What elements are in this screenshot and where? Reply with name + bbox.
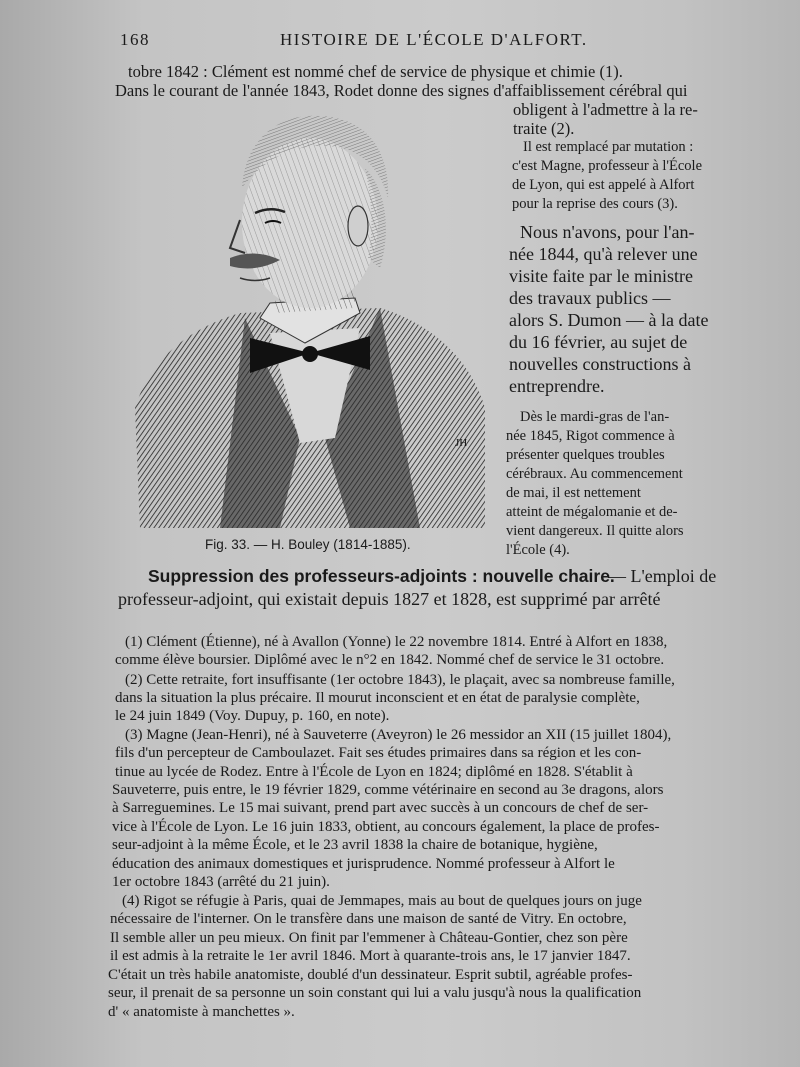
paragraph-line: entreprendre. [509, 376, 605, 396]
footnote-line: d' « anatomiste à manchettes ». [108, 1004, 295, 1020]
footnote-line: (4) Rigot se réfugie à Paris, quai de Jemmapes, mais au bout de quelques jours on juge [122, 893, 642, 909]
paragraph-line: l'École (4). [506, 542, 570, 558]
intro-line: tobre 1842 : Clément est nommé chef de service de physique et chimie (1). [128, 62, 623, 81]
footnote-line: seur-adjoint à la même École, et le 23 avril 1838 la chaire de botanique, hygiène, [112, 837, 598, 853]
footnote-line: (3) Magne (Jean-Henri), né à Sauveterre (Aveyron) le 26 messidor an XII (15 juillet 1804), [125, 727, 672, 743]
section-line: professeur-adjoint, qui existait depuis 1827 et 1828, est supprimé par arrêté [118, 589, 661, 609]
intro-line: traite (2). [513, 119, 575, 138]
figure-caption: Fig. 33. — H. Bouley (1814-1885). [205, 537, 411, 552]
page-number: 168 [120, 30, 150, 49]
paragraph-line: présenter quelques troubles [506, 447, 665, 463]
paragraph-line: du 16 février, au sujet de [509, 332, 688, 352]
intro-line: Il est remplacé par mutation : [523, 139, 694, 155]
paragraph-line: Nous n'avons, pour l'an- [520, 222, 695, 242]
footnote-line: comme élève boursier. Diplômé avec le n°2 en 1842. Nommé chef de service le 31 octobre. [115, 652, 665, 668]
intro-line: c'est Magne, professeur à l'École [512, 158, 703, 174]
intro-line: obligent à l'admettre à la re- [513, 100, 698, 119]
footnote-line: il est admis à la retraite le 1er avril 1846. Mort à quarante-trois ans, le 17 janvier 1847. [110, 948, 631, 964]
footnote-line: C'était un très habile anatomiste, doublé d'un dessinateur. Esprit subtil, agréable profes- [108, 967, 633, 983]
paragraph-line: visite faite par le ministre [509, 266, 693, 286]
paragraph-line: née 1845, Rigot commence à [506, 428, 675, 444]
paragraph-line: cérébraux. Au commencement [506, 466, 683, 482]
footnote-line: (2) Cette retraite, fort insuffisante (1er octobre 1843), le plaçait, avec sa nombreuse famille, [125, 672, 675, 688]
portrait-engraving [130, 108, 490, 528]
footnote-line: tinue au lycée de Rodez. Entre à l'École de Lyon en 1824; diplômé en 1828. S'établit à [115, 764, 633, 780]
paragraph-line: Dès le mardi-gras de l'an- [520, 409, 670, 425]
engraver-monogram [455, 437, 467, 449]
engraver-signature: JH [455, 437, 468, 449]
section-heading: Suppression des professeurs-adjoints : nouvelle chaire. [148, 566, 615, 586]
footnote-line: vice à l'École de Lyon. Le 16 juin 1833, obtient, au concours également, la place de profes- [112, 819, 660, 835]
paragraph-line: des travaux publics — [509, 288, 671, 308]
footnote-line: Il semble aller un peu mieux. On finit par l'emmener à Château-Gontier, chez son père [110, 930, 628, 946]
paragraph-line: née 1844, qu'à relever une [509, 244, 698, 264]
footnote-line: dans la situation la plus précaire. Il mourut inconscient et en état de paralysie complète, [115, 690, 640, 706]
intro-line: pour la reprise des cours (3). [512, 196, 678, 212]
paragraph-line: atteint de mégalomanie et de- [506, 504, 678, 520]
intro-line: de Lyon, qui est appelé à Alfort [512, 177, 695, 193]
paragraph-line: nouvelles constructions à [509, 354, 691, 374]
footnote-line: (1) Clément (Étienne), né à Avallon (Yonne) le 22 novembre 1814. Entré à Alfort en 1838, [125, 634, 668, 650]
footnote-line: nécessaire de l'interner. On le transfère dans une maison de santé de Vitry. En octobre, [110, 911, 627, 927]
paragraph-line: de mai, il est nettement [506, 485, 641, 501]
intro-line: Dans le courant de l'année 1843, Rodet donne des signes d'affaiblissement cérébral qui [115, 81, 688, 100]
footnote-line: seur, il prenait de sa personne un soin constant qui lui a valu jusqu'à nous la qualification [108, 985, 642, 1001]
paragraph-line: vient dangereux. Il quitte alors [506, 523, 684, 539]
footnote-line: 1er octobre 1843 (arrêté du 21 juin). [112, 874, 330, 890]
footnote-line: fils d'un percepteur de Camboulazet. Fait ses études primaires dans sa région et les con- [115, 745, 642, 761]
footnote-line: éducation des animaux domestiques et jurisprudence. Nommé professeur à Alfort le [112, 856, 615, 872]
paragraph-line: alors S. Dumon — à la date [509, 310, 709, 330]
section-line: — L'emploi de [608, 566, 717, 586]
running-title: HISTOIRE DE L'ÉCOLE D'ALFORT. [280, 30, 588, 49]
footnote-line: Sauveterre, puis entre, le 19 février 1829, comme vétérinaire en second au 3e dragons, alors [112, 782, 664, 798]
footnote-line: à Sarreguemines. Le 15 mai suivant, prend part avec succès à un concours de chef de ser- [112, 800, 649, 816]
footnote-line: le 24 juin 1849 (Voy. Dupuy, p. 160, en note). [115, 708, 390, 724]
